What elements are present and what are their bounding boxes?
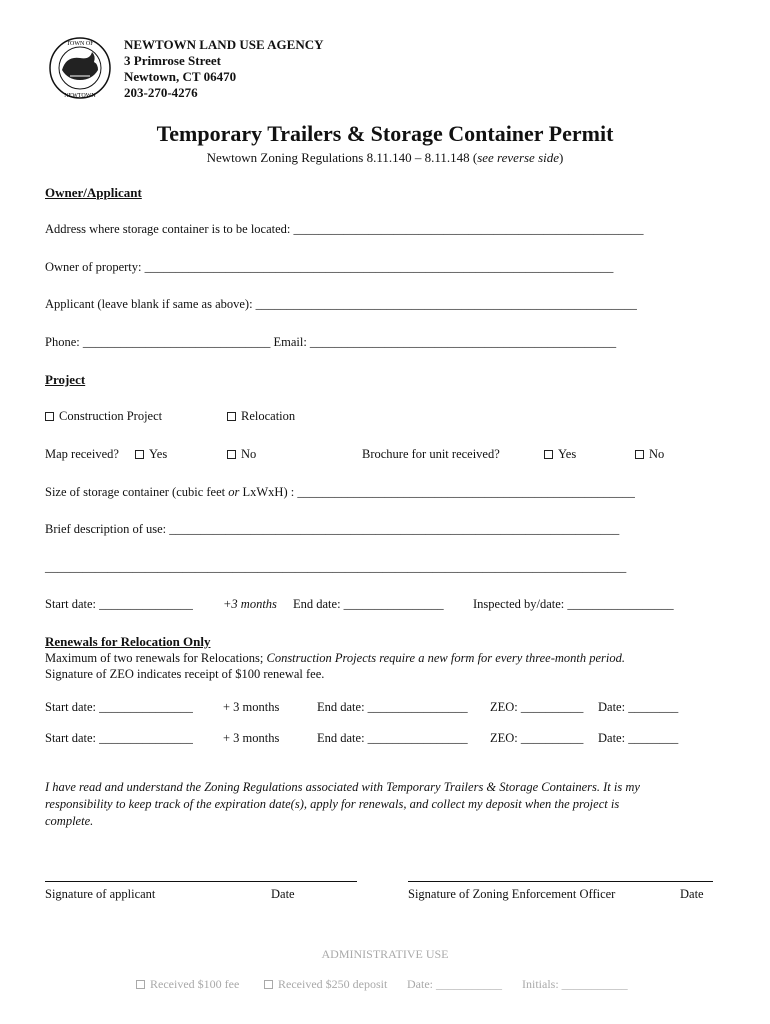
map-yes-checkbox[interactable] xyxy=(135,447,167,462)
owner-field[interactable]: Owner of property: ___________________________________________________________________________ xyxy=(45,260,614,274)
map-yes-label: Yes xyxy=(149,447,168,461)
admin-heading: ADMINISTRATIVE USE xyxy=(321,947,449,961)
renewals-max-plain: Maximum of two renewals for Relocations; xyxy=(45,651,267,665)
checkbox-icon xyxy=(227,412,236,421)
phone-email-field[interactable]: Phone: ______________________________ Email: _________________________________________________ xyxy=(45,335,617,349)
plus-three-months: +3 months xyxy=(223,597,277,611)
applicant-field[interactable]: Applicant (leave blank if same as above): _____________________________________________________________ xyxy=(45,297,637,311)
brief-description-extra-line[interactable]: _____________________________________________________________________________________________ xyxy=(45,560,627,574)
page-title: Temporary Trailers & Storage Container Permit xyxy=(156,121,614,146)
renewals-max-note xyxy=(45,651,625,666)
size-prefix: Size of storage container (cubic feet xyxy=(45,485,229,499)
renewal-2-plus: + 3 months xyxy=(223,731,280,745)
renewals-max-italic: Construction Projects require a new form for every three-month period. xyxy=(266,651,625,665)
construction-checkbox[interactable] xyxy=(45,409,162,424)
map-no-checkbox[interactable] xyxy=(227,447,256,462)
renewal-2-start[interactable]: Start date: _______________ xyxy=(45,731,193,745)
admin-received-100-label: Received $100 fee xyxy=(150,977,240,991)
applicant-signature-line[interactable] xyxy=(45,881,357,882)
brochure-no-checkbox[interactable] xyxy=(635,447,664,462)
checkbox-icon xyxy=(544,450,553,459)
acknowledgement-line-3: complete. xyxy=(45,814,94,828)
size-or: or xyxy=(228,485,240,499)
agency-city: Newtown, CT 06470 xyxy=(124,69,237,84)
checkbox-icon xyxy=(135,450,144,459)
checkbox-icon xyxy=(45,412,54,421)
checkbox-icon xyxy=(227,450,236,459)
admin-received-100[interactable] xyxy=(136,977,239,992)
agency-name: NEWTOWN LAND USE AGENCY xyxy=(124,37,324,52)
subtitle-italic: see reverse side xyxy=(477,150,560,165)
map-no-label: No xyxy=(241,447,257,461)
relocation-label: Relocation xyxy=(241,409,296,423)
officer-signature-label: Signature of Zoning Enforcement Officer xyxy=(408,887,616,901)
applicant-signature-label: Signature of applicant xyxy=(45,887,156,901)
renewal-1-end[interactable]: End date: ________________ xyxy=(317,700,468,714)
size-suffix: LxWxH) : ______________________________________________________ xyxy=(239,485,635,499)
agency-phone: 203-270-4276 xyxy=(124,85,198,100)
owner-heading: Owner/Applicant xyxy=(45,185,142,200)
officer-date-label: Date xyxy=(680,887,704,901)
admin-received-250-label: Received $250 deposit xyxy=(278,977,388,991)
admin-initials-field[interactable]: Initials: ___________ xyxy=(522,977,628,991)
subtitle-close: ) xyxy=(559,150,564,165)
agency-street: 3 Primrose Street xyxy=(124,53,221,68)
brochure-label: Brochure for unit received? xyxy=(362,447,500,461)
end-date-field[interactable]: End date: ________________ xyxy=(293,597,444,611)
address-field[interactable]: Address where storage container is to be located: ________________________________________________________ xyxy=(45,222,644,236)
acknowledgement-line-1: I have read and understand the Zoning Regulations associated with Temporary Trailers & Storage Containers. It is my xyxy=(45,780,640,794)
page-subtitle xyxy=(0,150,770,166)
project-heading: Project xyxy=(45,372,86,387)
renewal-2-date[interactable]: Date: ________ xyxy=(598,731,679,745)
acknowledgement-line-2: responsibility to keep track of the expiration date(s), apply for renewals, and collect my deposit when the project is xyxy=(45,797,620,811)
town-seal xyxy=(48,36,112,100)
renewal-1-zeo[interactable]: ZEO: __________ xyxy=(490,700,584,714)
brochure-yes-checkbox[interactable] xyxy=(544,447,576,462)
renewal-2-zeo[interactable]: ZEO: __________ xyxy=(490,731,584,745)
size-field[interactable] xyxy=(45,485,635,500)
renewal-1-plus: + 3 months xyxy=(223,700,280,714)
admin-received-250[interactable] xyxy=(264,977,387,992)
renewal-2-end[interactable]: End date: ________________ xyxy=(317,731,468,745)
renewal-1-start[interactable]: Start date: _______________ xyxy=(45,700,193,714)
zeo-fee-note: Signature of ZEO indicates receipt of $100 renewal fee. xyxy=(45,667,325,681)
map-received-label: Map received? xyxy=(45,447,119,461)
subtitle-main: Newtown Zoning Regulations 8.11.140 – 8.11.148 ( xyxy=(206,150,478,165)
inspected-field[interactable]: Inspected by/date: _________________ xyxy=(473,597,674,611)
brochure-no-label: No xyxy=(649,447,665,461)
svg-text:NEWTOWN: NEWTOWN xyxy=(64,93,96,99)
svg-text:TOWN OF: TOWN OF xyxy=(66,41,94,47)
checkbox-icon xyxy=(136,980,145,989)
renewal-1-date[interactable]: Date: ________ xyxy=(598,700,679,714)
admin-date-field[interactable]: Date: ___________ xyxy=(407,977,502,991)
renewals-heading: Renewals for Relocation Only xyxy=(45,634,211,649)
officer-signature-line[interactable] xyxy=(408,881,713,882)
relocation-checkbox[interactable] xyxy=(227,409,295,424)
checkbox-icon xyxy=(635,450,644,459)
start-date-field[interactable]: Start date: _______________ xyxy=(45,597,193,611)
brochure-yes-label: Yes xyxy=(558,447,577,461)
brief-description-field[interactable]: Brief description of use: ________________________________________________________________________ xyxy=(45,522,620,536)
construction-label: Construction Project xyxy=(59,409,163,423)
applicant-date-label: Date xyxy=(271,887,295,901)
checkbox-icon xyxy=(264,980,273,989)
